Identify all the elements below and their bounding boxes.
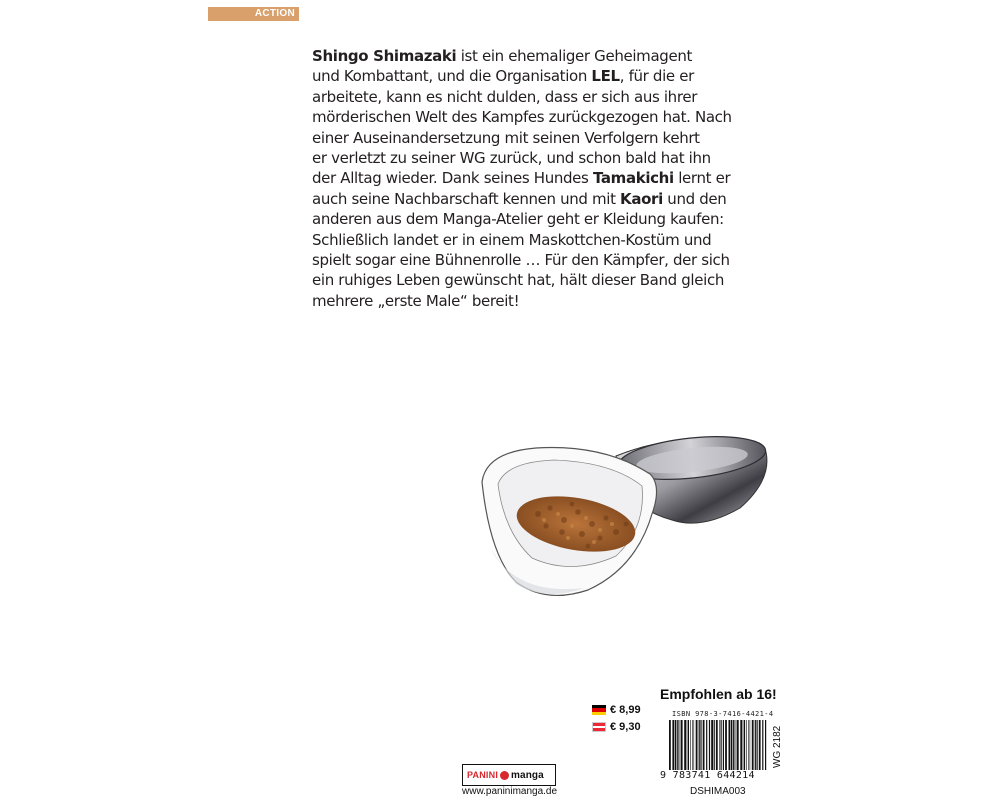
barcode-bar (719, 720, 720, 770)
barcode-bar (709, 720, 710, 770)
genre-label: ACTION (254, 8, 295, 19)
publisher-logo (462, 764, 556, 786)
barcode-bar (736, 720, 737, 770)
synopsis-bold-term: Tamakichi (592, 169, 674, 188)
barcode-bar (731, 720, 732, 770)
barcode-bar (680, 720, 681, 770)
price-value: € 8,99 (610, 704, 641, 716)
barcode-bar (714, 720, 715, 770)
synopsis-bold-term: Shingo Shimazaki (312, 47, 457, 65)
synopsis-run: und Kombattant, und die Organisation (312, 67, 592, 86)
synopsis-line (312, 148, 712, 168)
synopsis-run: und den (662, 189, 727, 208)
barcode-bar (743, 720, 744, 770)
barcode-bar (678, 720, 679, 770)
synopsis-line (312, 189, 727, 209)
synopsis-run: , für die er (619, 67, 694, 86)
isbn-label: ISBN 978-3-7416-4421-4 (672, 710, 774, 718)
barcode-bar (706, 720, 707, 770)
barcode-bar (723, 720, 724, 770)
synopsis-bold-term: Kaori (620, 189, 663, 208)
barcode-bar (699, 720, 700, 770)
synopsis-run: lernt er (673, 169, 731, 188)
synopsis-line (312, 107, 732, 127)
synopsis-line (312, 66, 712, 86)
synopsis-run: mörderischen Welt des Kampfes zurückgezogen hat. Nach (312, 108, 732, 127)
synopsis-line (312, 209, 724, 229)
synopsis-line (312, 128, 712, 148)
barcode-bar (684, 720, 686, 770)
barcode-bar (688, 720, 689, 770)
barcode-bar (694, 720, 695, 770)
synopsis-text (312, 46, 732, 311)
synopsis-bold-term: LEL (591, 67, 620, 86)
synopsis-run: anderen aus dem Manga-Atelier geht er Kleidung kaufen: (312, 210, 724, 229)
synopsis-run: spielt sogar eine Bühnenrolle … Für den Kämpfer, der sich (312, 251, 730, 270)
barcode-bar (759, 720, 761, 770)
barcode-bar (681, 720, 683, 770)
synopsis-run: er verletzt zu seiner WG zurück, und schon bald hat ihn (312, 149, 711, 168)
publisher-logo-left: PANINI (467, 770, 499, 780)
austria-flag-icon (592, 722, 606, 732)
barcode (668, 720, 768, 770)
barcode-bar (696, 720, 698, 770)
synopsis-line (312, 46, 712, 66)
barcode-bar (703, 720, 705, 770)
barcode-bar (692, 720, 693, 770)
price-austria (592, 721, 641, 733)
barcode-bar (746, 720, 747, 770)
price-germany (592, 704, 641, 716)
age-rating: Empfohlen ab 16! (660, 686, 777, 702)
synopsis-line (312, 270, 724, 290)
barcode-bar (725, 720, 727, 770)
synopsis-line (312, 250, 730, 270)
barcode-bar (750, 720, 751, 770)
publisher-logo-dot (500, 771, 509, 780)
barcode-bar (752, 720, 754, 770)
wg-code: WG 2182 (772, 725, 783, 768)
barcode-bar (675, 720, 676, 770)
barcode-bar (729, 720, 731, 770)
synopsis-line (312, 168, 731, 188)
barcode-bar (672, 720, 674, 770)
genre-banner (208, 7, 299, 21)
publisher-logo-right: manga (511, 769, 544, 781)
synopsis-run: arbeitete, kann es nicht dulden, dass er sich aus ihrer (312, 87, 698, 106)
barcode-bar (711, 720, 713, 770)
synopsis-line (312, 291, 712, 311)
barcode-bar (765, 720, 766, 770)
synopsis-run: mehrere „erste Male“ bereit! (312, 291, 520, 310)
barcode-bar (669, 720, 671, 770)
barcode-bar (733, 720, 734, 770)
barcode-bar (687, 720, 688, 770)
germany-flag-icon (592, 705, 606, 715)
product-code: DSHIMA003 (690, 786, 746, 797)
synopsis-run: einer Auseinandersetzung mit seinen Verfolgern kehrt (312, 128, 700, 147)
synopsis-run: auch seine Nachbarschaft kennen und mit (312, 189, 621, 208)
wg-code-wrapper (772, 725, 786, 808)
synopsis-run: Schließlich landet er in einem Maskottchen-Kostüm und (312, 230, 712, 249)
barcode-bar (755, 720, 756, 770)
barcode-bar (762, 720, 763, 770)
publisher-url[interactable]: www.paninimanga.de (462, 786, 558, 797)
barcode-digits: 9 783741 644214 (660, 770, 755, 781)
barcode-bar (757, 720, 758, 770)
synopsis-line (312, 230, 712, 250)
barcode-bar (735, 720, 736, 770)
barcode-bar (721, 720, 722, 770)
barcode-bar (690, 720, 691, 770)
synopsis-run: der Alltag wieder. Dank seines Hundes (312, 169, 593, 188)
barcode-bar (744, 720, 745, 770)
dog-bowls-illustration (476, 428, 776, 604)
synopsis-run: ist ein ehemaliger Geheimagent (456, 47, 693, 65)
synopsis-line (312, 87, 712, 107)
barcode-bar (677, 720, 678, 770)
barcode-bar (716, 720, 718, 770)
price-value: € 9,30 (610, 721, 641, 733)
barcode-bar (700, 720, 701, 770)
barcode-bar (748, 720, 749, 770)
barcode-bar (737, 720, 739, 770)
barcode-bar (740, 720, 742, 770)
synopsis-run: ein ruhiges Leben gewünscht hat, hält dieser Band gleich (312, 271, 724, 290)
